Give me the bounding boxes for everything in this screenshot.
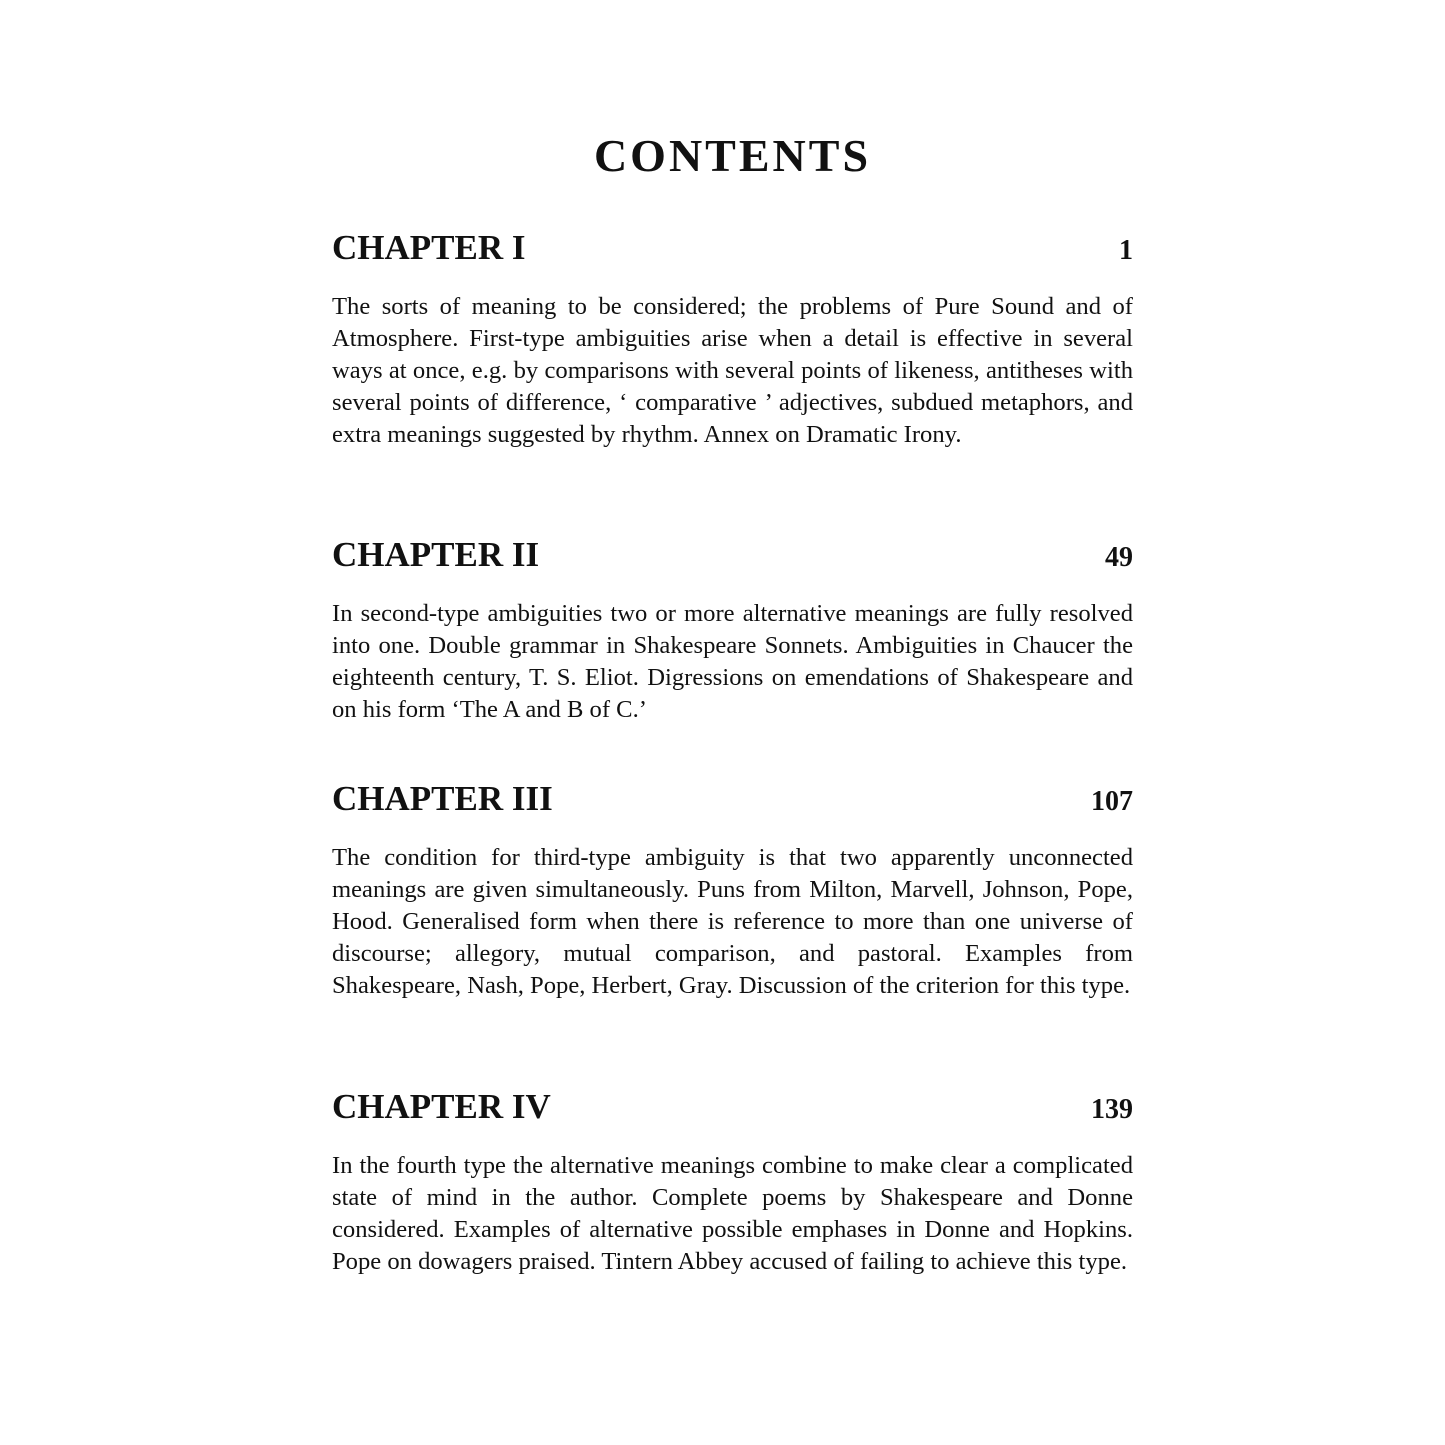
chapter-summary: In second-type ambiguities two or more alternative meanings are fully resolved into one. Double grammar in Shakespeare Sonnets. Ambiguities in Chaucer the eighteenth century, T. S. Eliot. Digressions on emendations of Shakespeare and on his form ‘The A and B of C.’ [332,600,1133,723]
chapter-summary: The sorts of meaning to be considered; the problems of Pure Sound and of Atmosphere. First-type ambiguities arise when a detail is effective in several ways at once, e.g. by comparisons with several points of likeness, antitheses with several points of difference, ‘ comparative ’ adjectives, subdued metaphors, and extra meanings suggested by rhythm. Annex on Dramatic Irony. [332,293,1133,448]
chapter-page-number: 1 [1119,235,1133,266]
chapter-page-number: 49 [1105,542,1133,573]
chapter-entry-2 [332,533,1133,726]
chapter-heading-row [332,1085,1133,1129]
chapter-title: CHAPTER I [332,228,526,267]
chapter-title: CHAPTER II [332,535,540,574]
chapter-page-number: 107 [1091,786,1133,817]
chapter-entry-4 [332,1085,1133,1278]
page-title: CONTENTS [593,130,872,181]
chapter-summary: In the fourth type the alternative meanings combine to make clear a complicated state of mind in the author. Complete poems by Shakespeare and Donne considered. Examples of alternative possible emphases in Donne and Hopkins. Pope on dowagers praised. Tintern Abbey accused of failing to achieve this type. [332,1152,1133,1275]
chapter-title: CHAPTER IV [332,1087,551,1126]
chapter-heading-row [332,777,1133,821]
chapter-summary: The condition for third-type ambiguity is that two apparently unconnected meanings are given simultaneously. Puns from Milton, Marvell, Johnson, Pope, Hood. Generalised form when there is reference to more than one universe of discourse; allegory, mutual comparison, and pastoral. Examples from Shakespeare, Nash, Pope, Herbert, Gray. Discussion of the criterion for this type. [332,844,1133,999]
chapter-entry-3 [332,777,1133,1002]
chapter-entry-1 [332,226,1133,451]
chapter-heading-row [332,533,1133,577]
chapter-heading-row [332,226,1133,270]
chapter-page-number: 139 [1091,1094,1133,1125]
chapter-title: CHAPTER III [332,779,553,818]
contents-page [332,0,1133,1445]
